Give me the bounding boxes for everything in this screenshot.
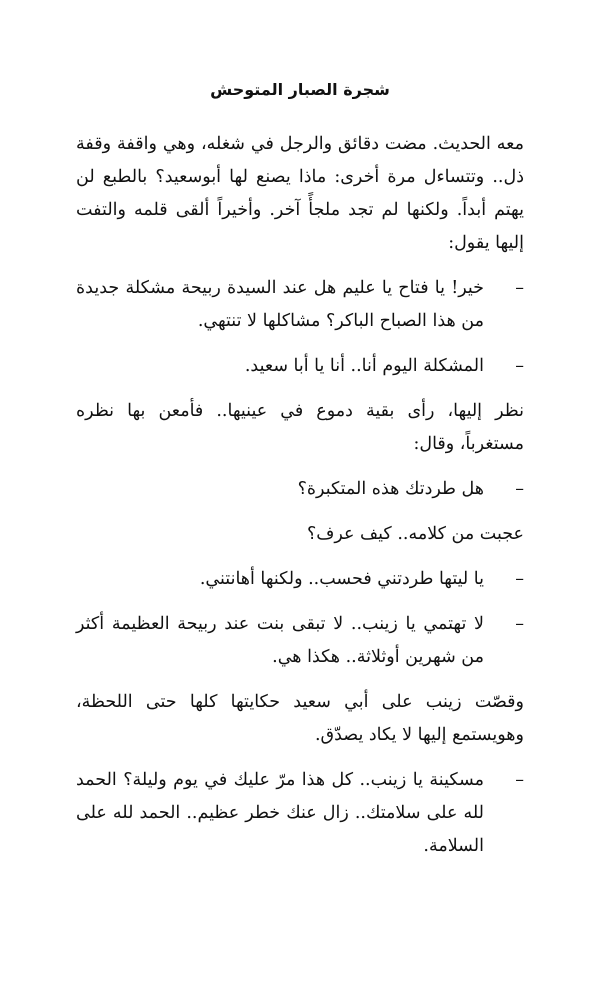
dialogue-dash: – [515, 770, 524, 790]
dialogue-line [76, 473, 524, 506]
dialogue-dash: – [515, 278, 524, 298]
dialogue-text: يا ليتها طردتني فحسب.. ولكنها أهانتني. [199, 569, 484, 589]
dialogue-text: مسكينة يا زينب.. كل هذا مرّ عليك في يوم وليلة؟ الحمد لله على سلامتك.. زال عنك خطر عظيم.. الحمد لله على السلامة. [76, 770, 484, 856]
paragraph: معه الحديث. مضت دقائق والرجل في شغله، وهي واقفة وقفة ذل.. وتتساءل مرة أخرى: ماذا يصنع لها أبوسعيد؟ بالطبع لن يهتم أبداً. ولكنها لم تجد ملجأً آخر. وأخيراً ألقى قلمه والتفت إليها يقول: [76, 134, 524, 253]
paragraph: عجبت من كلامه.. كيف عرف؟ [306, 524, 524, 544]
dialogue-line [76, 272, 524, 338]
dialogue-line [76, 350, 524, 383]
dialogue-text: خير! يا فتاح يا عليم هل عند السيدة ربيحة مشكلة جديدة من هذا الصباح الباكر؟ مشاكلها لا تنتهي. [76, 278, 484, 331]
dialogue-dash: – [515, 479, 524, 499]
page-body [76, 128, 524, 875]
paragraph: نظر إليها، رأى بقية دموع في عينيها.. فأمعن بها نظره مستغرباً، وقال: [76, 401, 524, 454]
paragraph: وقصّت زينب على أبي سعيد حكايتها كلها حتى اللحظة، وهويستمع إليها لا يكاد يصدّق. [76, 692, 524, 745]
dialogue-dash: – [515, 614, 524, 634]
dialogue-line [76, 608, 524, 674]
book-page [76, 0, 524, 1000]
dialogue-dash: – [515, 356, 524, 376]
dialogue-text: المشكلة اليوم أنا.. أنا يا أبا سعيد. [244, 356, 484, 376]
dialogue-text: هل طردتك هذه المتكبرة؟ [297, 479, 484, 499]
dialogue-line [76, 563, 524, 596]
dialogue-dash: – [515, 569, 524, 589]
running-header-title: شجرة الصبار المتوحش [210, 80, 390, 99]
dialogue-text: لا تهتمي يا زينب.. لا تبقى بنت عند ربيحة العظيمة أكثر من شهرين أوثلاثة.. هكذا هي. [76, 614, 484, 667]
dialogue-line [76, 764, 524, 863]
